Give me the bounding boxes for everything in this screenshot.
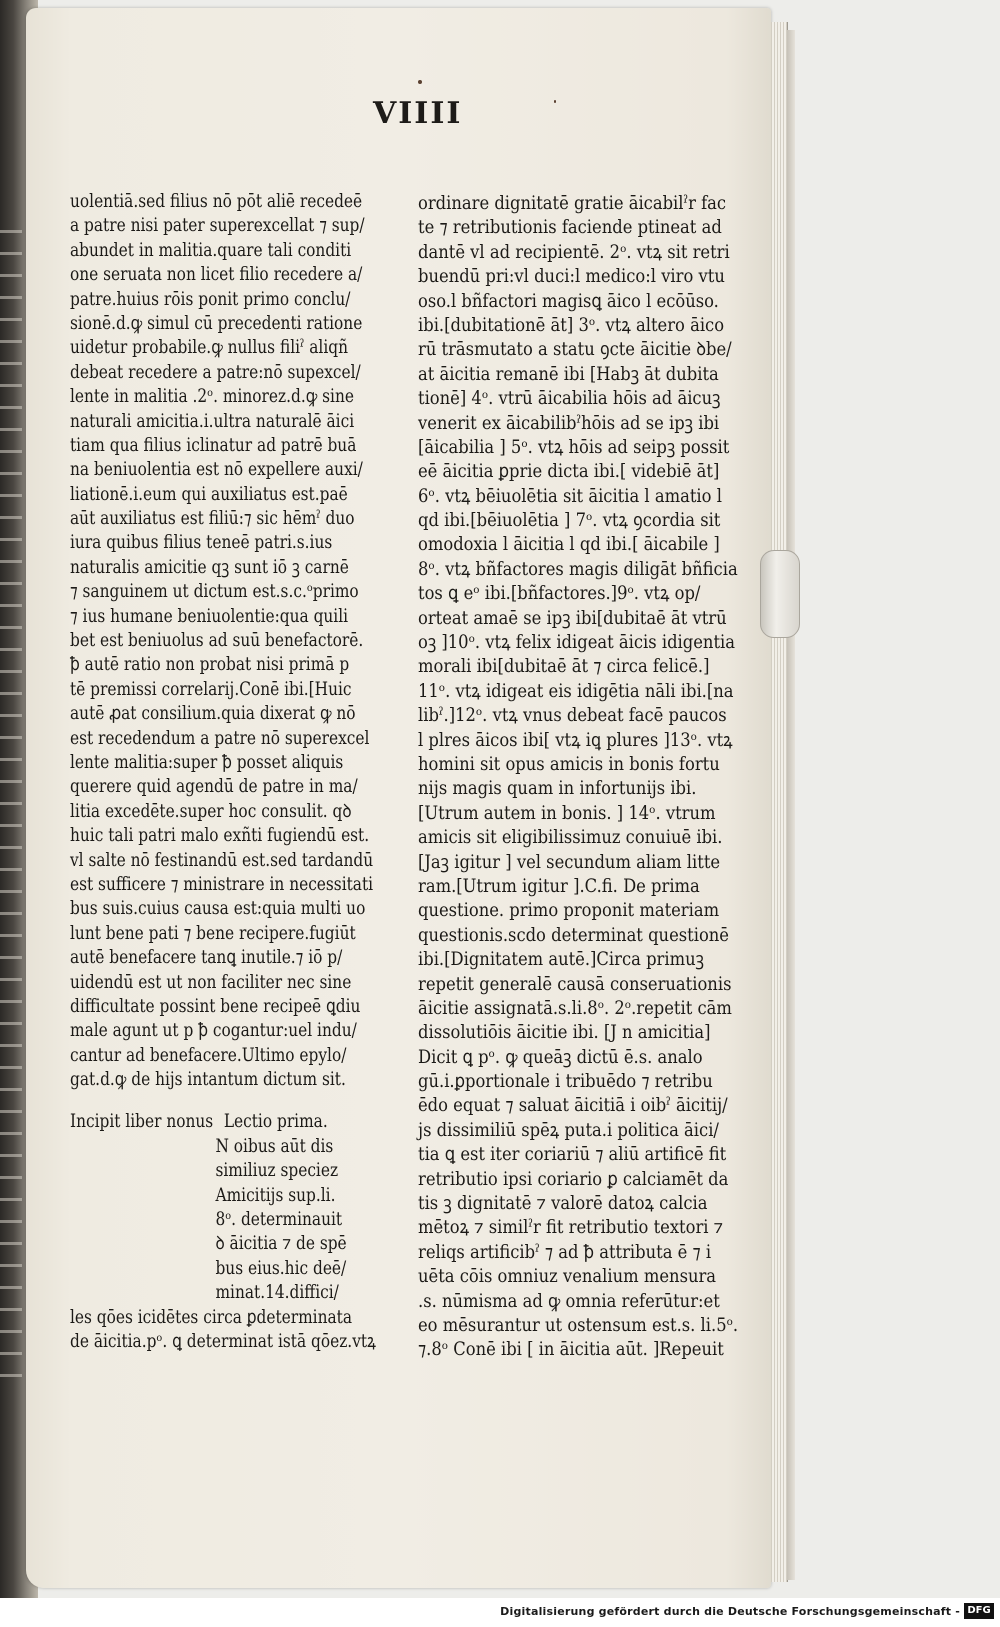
text-line: questione. primo proponit materiam — [418, 900, 720, 922]
text-line: āicitie assignatā.s.li.8ᵒ. 2ᵒ.repetit cām — [418, 997, 732, 1019]
text-line: tionē] 4ᵒ. vtrū āicabilia hōis ad āicuꝫ — [418, 388, 721, 410]
text-line: bus suis.cuius causa est:quia multi uo — [70, 898, 366, 920]
ink-speck — [554, 100, 556, 103]
text-line: tē premissi correlarij.Conē ibi.[Huic — [70, 678, 352, 700]
text-line: ēdo equat ⁊ saluat āicitiā i oibˀ āicitij/ — [418, 1095, 728, 1117]
text-line: 6ᵒ. vtꝝ bēiuolētia sit āicitia l amatio l — [418, 485, 722, 507]
text-line: retributio ipsi coriario ꝑ calciamēt da — [418, 1168, 729, 1190]
text-line: oso.l bñfactori magisꝗ āico l ecōūso. — [418, 290, 719, 312]
text-line: tos ꝗ eᵒ ibi.[bñfactores.]9ᵒ. vtꝝ op/ — [418, 583, 701, 605]
text-line: les qōes icidētes circa ꝑdeterminata — [70, 1306, 352, 1328]
section-gap — [70, 1092, 436, 1110]
text-line: eē āicitia ꝑprie dicta ibi.[ videbiē āt] — [418, 461, 720, 483]
text-line: ꝥ autē ratio non probat nisi primā p — [70, 654, 350, 676]
text-line: questionis.scdo determinat questionē — [418, 924, 729, 946]
text-line: ibi.[Dignitatem autē.]Circa primuꝫ — [418, 949, 704, 971]
text-line: lente malitia:super ꝥ posset aliquis — [70, 751, 344, 773]
text-line: dissolutiōis āicitie ibi. [J n amicitia] — [418, 1022, 711, 1044]
text-line: querere quid agendū de patre in ma/ — [70, 776, 358, 798]
text-line: vl salte nō festinandū est.sed tardandū — [70, 849, 374, 871]
text-line: gū.i.ꝑportionale i tribuēdo ⁊ retribu — [418, 1071, 713, 1093]
text-line: homini sit opus amicis in bonis fortu — [418, 753, 720, 775]
text-line: est recedendum a patre nō superexcel — [70, 727, 370, 749]
text-line: [āicabilia ] 5ᵒ. vtꝝ hōis ad seipꝫ possit — [418, 436, 730, 458]
text-line: autē benefacere tanꝗ inutile.⁊ iō p/ — [70, 947, 343, 969]
cover-edge — [787, 30, 795, 1580]
text-line: litia excedēte.super hoc consulit. qꝺ — [70, 800, 352, 822]
folio-number: VIIII — [373, 96, 463, 131]
text-line: qd ibi.[bēiuolētia ] 7ᵒ. vtꝝ ꝯcordia sit — [418, 510, 721, 532]
text-line: tia ꝗ est iter coriariū ⁊ aliū artificē fit — [418, 1144, 727, 1166]
text-line: libˀ.]12ᵒ. vtꝝ vnus debeat facē paucos — [418, 705, 727, 727]
ink-speck — [418, 80, 422, 84]
text-line: iura quibus filius teneē patri.s.ius — [70, 532, 333, 554]
indented-text-line: Amicitijs sup.li. — [215, 1184, 336, 1206]
text-line: debeat recedere a patre:nō supexcel/ — [70, 361, 361, 383]
text-line: morali ibi[dubitaē āt ⁊ circa felicē.] — [418, 656, 710, 678]
text-line: [Jaꝫ igitur ] vel secundum aliam litte — [418, 851, 721, 873]
text-line: eo mēsurantur ut ostensum est.s. li.5ᵒ. — [418, 1314, 739, 1336]
indented-text-line: minat.14.diffici/ — [215, 1282, 339, 1304]
indented-text-line: bus eius.hic deē/ — [215, 1257, 347, 1279]
indented-text-line: N oibus aūt dis — [215, 1135, 334, 1157]
text-line: sionē.d.ꝙ simul cū precedenti ratione — [70, 312, 363, 334]
text-line: 11ᵒ. vtꝝ idigeat eis idigētia nāli ibi.[na — [418, 680, 734, 702]
text-line: ram.[Utrum igitur ].C.fi. De prima — [418, 875, 700, 897]
text-line: huic tali patri malo exñti fugiendū est. — [70, 825, 370, 847]
text-line: dantē vl ad recipientē. 2ᵒ. vtꝝ sit retri — [418, 241, 730, 263]
funding-credit: Digitalisierung gefördert durch die Deutsche Forschungsgemeinschaft - — [500, 1605, 960, 1618]
text-line: one seruata non licet filio recedere a/ — [70, 264, 363, 286]
dfg-logo: DFG — [964, 1603, 994, 1619]
text-line: venerit ex āicabilibˀhōis ad se ipꝫ ibi — [418, 412, 720, 434]
text-line: difficultate possint bene recipeē ꝗdiu — [70, 995, 361, 1017]
text-line: autē ꝓat consilium.quia dixerat ꝙ nō — [70, 703, 356, 725]
text-line: est sufficere ⁊ ministrare in necessitati — [70, 873, 374, 895]
text-line: uidendū est ut non faciliter nec sine — [70, 971, 352, 993]
text-line: a patre nisi pater superexcellat ⁊ sup/ — [70, 215, 365, 237]
text-line: naturalis amicitie qꝫ sunt iō ꝫ carnē — [70, 556, 349, 578]
right-text-column — [418, 192, 778, 1363]
text-line: 8ᵒ. vtꝝ bñfactores magis diligāt bñficia — [418, 558, 738, 580]
text-line: oꝫ ]10ᵒ. vtꝝ felix idigeat āicis idigentia — [418, 632, 735, 654]
text-line: patre.huius rōis ponit primo conclu/ — [70, 288, 351, 310]
incipit-line — [70, 1110, 376, 1134]
text-line: uidetur probabile.ꝙ nullus filiˀ aliqñ — [70, 337, 348, 359]
text-line: cantur ad benefacere.Ultimo epylo/ — [70, 1044, 347, 1066]
text-line: buendū pri:vl duci:l medico:l viro vtu — [418, 266, 725, 288]
text-line: male agunt ut p ꝥ cogantur:uel indu/ — [70, 1020, 357, 1042]
text-line: [Utrum autem in bonis. ] 14ᵒ. vtrum — [418, 802, 716, 824]
text-line: repetit generalē causā conseruationis — [418, 973, 732, 995]
indented-text-line: 8ᵒ. determinauit — [215, 1209, 343, 1231]
text-line: ⁊.8ᵒ Conē ibi [ in āicitia aūt. ]Repeuit — [418, 1339, 724, 1361]
text-line: lente in malitia .2ᵒ. minorez.d.ꝙ sine — [70, 386, 354, 408]
incipit-heading: Incipit liber nonus — [70, 1111, 214, 1133]
indented-text-line: similiuz speciez — [215, 1160, 339, 1182]
text-line: de āicitia.pᵒ. ꝗ determinat istā qōez.vtꝝ — [70, 1330, 376, 1352]
text-line: na beniuolentia est nō expellere auxi/ — [70, 459, 363, 481]
text-line: ibi.[dubitationē āt] 3ᵒ. vtꝝ altero āico — [418, 314, 725, 336]
text-line: nijs magis quam in infortunijs ibi. — [418, 778, 697, 800]
text-line: te ⁊ retributionis faciende ptineat ad — [418, 217, 722, 239]
text-line: .s. nūmisma ad ꝙ omnia referūtur:et — [418, 1290, 720, 1312]
text-line: tis ꝫ dignitatē ⁊ valorē datoꝝ calcia — [418, 1193, 708, 1215]
text-line: mētoꝝ ⁊ similˀr fit retributio textori ⁊ — [418, 1217, 724, 1239]
lectio-heading: Lectio prima. — [223, 1111, 328, 1133]
text-line: ⁊ sanguinem ut dictum est.s.c.ᵒprimo — [70, 581, 359, 603]
text-line: reliqs artificibˀ ⁊ ad ꝥ attributa ē ⁊ i — [418, 1241, 712, 1263]
text-line: omodoxia l āicitia l qd ibi.[ āicabile ] — [418, 534, 720, 556]
text-line: rū trāsmutato a statu ꝯcte āicitie ꝺbe/ — [418, 339, 732, 361]
text-line: gat.d.ꝙ de hijs intantum dictum sit. — [70, 1069, 346, 1091]
indented-text-line: ꝺ āicitia ⁊ de spē — [215, 1233, 347, 1255]
text-line: js dissimiliū spēꝝ puta.i politica āici/ — [418, 1119, 719, 1141]
text-line: amicis sit eligibilissimuz conuiuē ibi. — [418, 827, 723, 849]
left-text-column — [70, 190, 436, 1354]
text-line: tiam qua filius iclinatur ad patrē buā — [70, 434, 357, 456]
text-line: at āicitia remanē ibi [Habꝫ āt dubita — [418, 363, 719, 385]
text-line: liationē.i.eum qui auxiliatus est.paē — [70, 483, 348, 505]
left-neighbour-text-fragments — [0, 230, 22, 1380]
text-line: naturali amicitia.i.ultra naturalē āici — [70, 410, 355, 432]
text-line: abundet in malitia.quare tali conditi — [70, 239, 352, 261]
text-line: uolentiā.sed filius nō pōt aliē recedeē — [70, 191, 363, 212]
text-line: lunt bene pati ⁊ bene recipere.fugiūt — [70, 922, 356, 944]
text-line: Dicit ꝗ pᵒ. ꝙ queāꝫ dictū ē.s. analo — [418, 1046, 703, 1068]
text-line: orteat amaē se ipꝫ ibi[dubitaē āt vtrū — [418, 607, 727, 629]
footer-strip — [0, 1598, 1000, 1627]
text-line: uēta cōis omniuz venalium mensura — [418, 1266, 717, 1288]
text-line: l plres āicos ibi[ vtꝝ iꝗ plures ]13ᵒ. vtꝝ — [418, 729, 733, 751]
text-line: bet est beniuolus ad suū benefactorē. — [70, 630, 364, 652]
text-line: aūt auxiliatus est filiū:⁊ sic hēmˀ duo — [70, 508, 355, 530]
text-line: ordinare dignitatē gratie āicabilˀr fac — [418, 193, 727, 214]
text-line: ⁊ ius humane beniuolentie:qua quili — [70, 605, 349, 627]
